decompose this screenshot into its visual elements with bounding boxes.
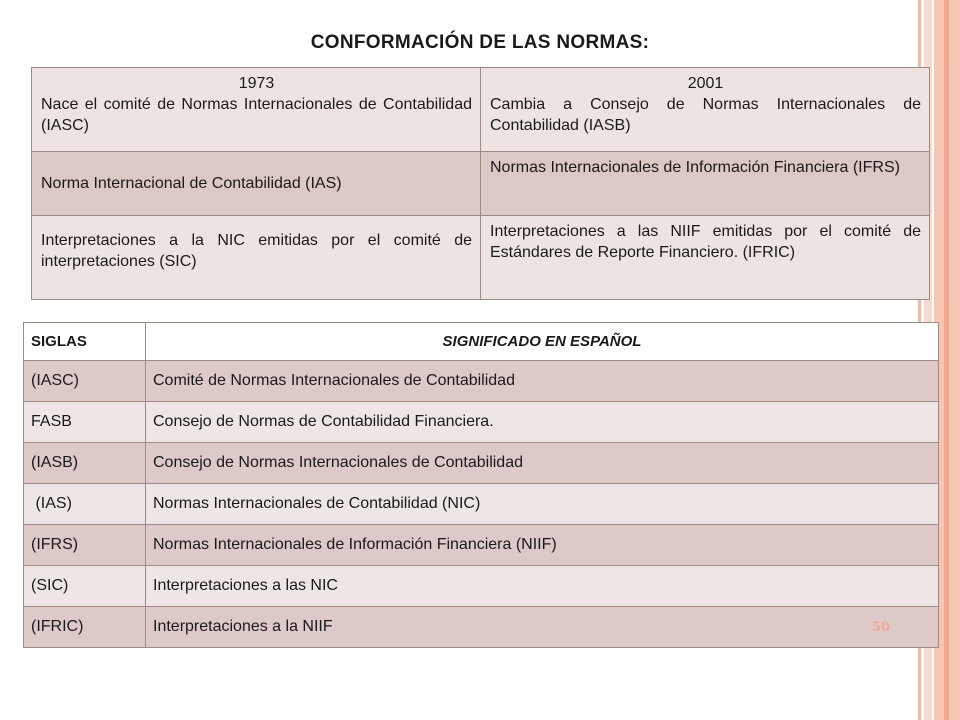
cell-text: Cambia a Consejo de Normas Internacionales de Contabilidad (IASB) xyxy=(490,96,921,134)
header-siglas: SIGLAS xyxy=(24,323,146,361)
sigla-cell: FASB xyxy=(24,402,146,443)
table-cell: Interpretaciones a las NIIF emitidas por el comité de Estándares de Reporte Financiero. (IFRIC) xyxy=(481,216,930,300)
sigla-cell: (IASB) xyxy=(24,443,146,484)
table-row xyxy=(32,216,930,300)
table-row xyxy=(24,443,939,484)
table-cell: Normas Internacionales de Información Financiera (IFRS) xyxy=(481,152,930,216)
table-row xyxy=(24,361,939,402)
sigla-cell: (IFRS) xyxy=(24,525,146,566)
table-row xyxy=(24,402,939,443)
table-row xyxy=(32,68,930,152)
table-row xyxy=(32,152,930,216)
table-cell: Interpretaciones a la NIC emitidas por el comité de interpretaciones (SIC) xyxy=(32,216,481,300)
table-row xyxy=(24,525,939,566)
significado-cell: Consejo de Normas de Contabilidad Financiera. xyxy=(146,402,939,443)
table-row xyxy=(24,484,939,525)
significado-cell: Consejo de Normas Internacionales de Contabilidad xyxy=(146,443,939,484)
table-row xyxy=(24,566,939,607)
significado-cell: Normas Internacionales de Información Financiera (NIIF) xyxy=(146,525,939,566)
significado-cell: Normas Internacionales de Contabilidad (NIC) xyxy=(146,484,939,525)
sigla-cell: (IFRIC) xyxy=(24,607,146,648)
header-significado: SIGNIFICADO EN ESPAÑOL xyxy=(146,323,939,361)
decorative-stripe-4 xyxy=(944,0,949,720)
sigla-cell: (IASC) xyxy=(24,361,146,402)
significado-cell: Comité de Normas Internacionales de Contabilidad xyxy=(146,361,939,402)
slide-title: CONFORMACIÓN DE LAS NORMAS: xyxy=(310,32,650,53)
sigla-cell: (IAS) xyxy=(24,484,146,525)
significado-cell: Interpretaciones a la NIIF xyxy=(146,607,939,648)
year-label: 1973 xyxy=(238,75,275,92)
significado-cell: Interpretaciones a las NIC xyxy=(146,566,939,607)
sigla-cell: (SIC) xyxy=(24,566,146,607)
siglas-table xyxy=(23,322,939,648)
table-cell-1973 xyxy=(32,68,481,152)
table-cell-2001 xyxy=(481,68,930,152)
page-number: 50 xyxy=(872,620,891,635)
table-cell: Norma Internacional de Contabilidad (IAS) xyxy=(32,152,481,216)
cell-text: Nace el comité de Normas Internacionales de Contabilidad (IASC) xyxy=(41,96,472,134)
table-row xyxy=(24,607,939,648)
normas-conformation-table xyxy=(31,67,930,300)
year-label: 2001 xyxy=(687,75,724,92)
table-header-row xyxy=(24,323,939,361)
